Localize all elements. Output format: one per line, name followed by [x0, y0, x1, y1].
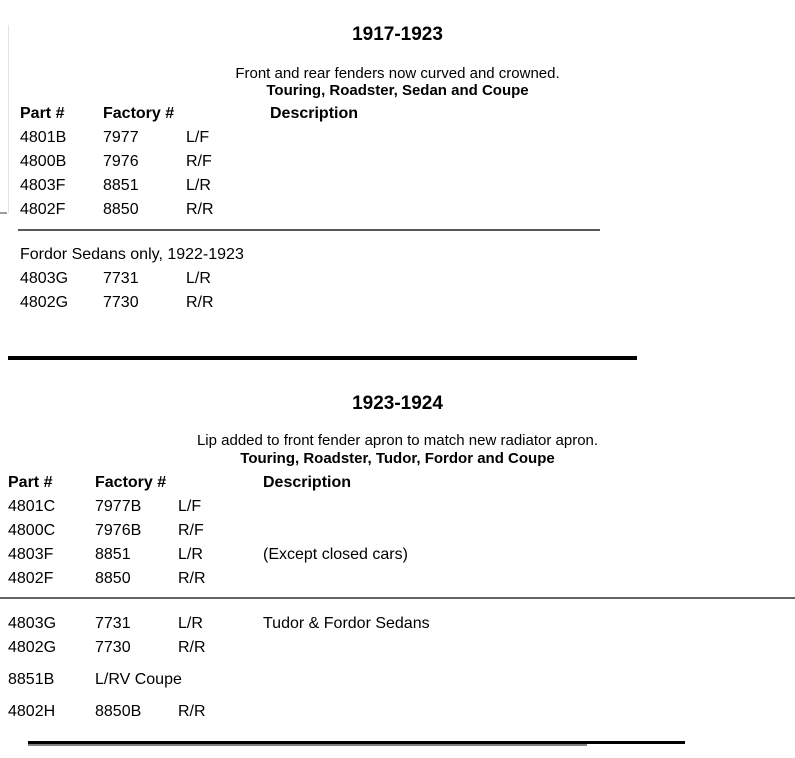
section-divider-rule — [8, 356, 637, 360]
part-number: 4803G — [20, 270, 69, 287]
note-text: Fordor Sedans only, 1922-1923 — [20, 246, 244, 263]
factory-number: 7731 — [103, 270, 139, 287]
part-number: 8851B — [8, 671, 55, 688]
description-cell: Tudor & Fordor Sedans — [263, 615, 430, 632]
description-cell — [263, 636, 600, 660]
description-cell — [263, 495, 600, 519]
description-cell — [270, 126, 600, 150]
part-number: 4802G — [20, 294, 69, 311]
table-header-row — [20, 102, 600, 126]
description-cell — [263, 700, 600, 724]
table-row — [8, 660, 600, 700]
column-header-factory: Factory # — [103, 105, 175, 122]
section1-subtitle: Front and rear fenders now curved and crowned. — [235, 65, 560, 82]
column-header-description: Description — [270, 105, 359, 122]
table-header-row — [8, 471, 600, 495]
description-cell — [263, 519, 600, 543]
page-bottom-rule-gray — [28, 744, 587, 746]
section2-table-rule — [0, 597, 795, 599]
description-cell — [270, 291, 600, 315]
description-cell — [263, 660, 600, 700]
column-header-part: Part # — [8, 474, 53, 491]
side-code: R/F — [186, 153, 212, 170]
factory-number: 7731 — [95, 615, 131, 632]
table-row — [8, 612, 600, 636]
part-number: 4802H — [8, 703, 56, 720]
part-number: 4803F — [20, 177, 66, 194]
side-code — [178, 660, 263, 700]
factory-number: 7976B — [95, 522, 142, 539]
factory-number: 7730 — [95, 639, 131, 656]
description-cell — [263, 567, 600, 591]
factory-number: 7977B — [95, 498, 142, 515]
factory-number: 8851 — [103, 177, 139, 194]
description-cell — [270, 267, 600, 291]
table-row — [8, 700, 600, 724]
factory-number: 8850B — [95, 703, 142, 720]
side-code: R/R — [178, 570, 206, 587]
side-code: R/R — [186, 201, 214, 218]
part-number: 4802F — [20, 201, 66, 218]
section1-title: 1917-1923 — [352, 24, 443, 45]
table-row — [8, 543, 600, 567]
table-row — [20, 291, 600, 315]
side-code: L/R — [186, 177, 211, 194]
side-code: R/R — [178, 703, 206, 720]
part-number: 4801C — [8, 498, 56, 515]
table-row — [8, 636, 600, 660]
side-code: R/R — [186, 294, 214, 311]
note-row — [20, 243, 600, 267]
column-header-description: Description — [263, 474, 352, 491]
side-code: L/F — [186, 129, 210, 146]
section1-parts-table — [20, 102, 600, 222]
part-number: 4800B — [20, 153, 67, 170]
page-edge-line — [8, 25, 9, 213]
factory-number: 8850 — [95, 570, 131, 587]
table-row — [8, 567, 600, 591]
part-number: 4802G — [8, 639, 57, 656]
column-header-side — [178, 471, 263, 495]
section2-subtitle: Lip added to front fender apron to match new radiator apron. — [196, 432, 599, 449]
page-edge-tick — [0, 212, 7, 214]
section1-fordor-table — [20, 243, 600, 315]
section2-title: 1923-1924 — [352, 393, 443, 414]
side-code: R/F — [178, 522, 204, 539]
factory-number: 7977 — [103, 129, 139, 146]
part-number: 4802F — [8, 570, 54, 587]
factory-number: 8850 — [103, 201, 139, 218]
side-code: R/R — [178, 639, 206, 656]
table-row — [8, 495, 600, 519]
section2-parts-table — [8, 471, 600, 591]
column-header-side — [186, 102, 270, 126]
part-number: 4803G — [8, 615, 57, 632]
table-row — [8, 519, 600, 543]
factory-number: L/RV Coupe — [95, 671, 182, 688]
description-cell: (Except closed cars) — [263, 546, 408, 563]
table-row — [20, 267, 600, 291]
section1-table-rule — [18, 229, 600, 231]
table-row — [20, 174, 600, 198]
part-number: 4800C — [8, 522, 56, 539]
description-cell — [270, 198, 600, 222]
table-row — [20, 198, 600, 222]
table-row — [20, 126, 600, 150]
description-cell — [270, 150, 600, 174]
column-header-factory: Factory # — [95, 474, 167, 491]
side-code: L/R — [178, 546, 203, 563]
factory-number: 8851 — [95, 546, 131, 563]
table-row — [20, 150, 600, 174]
side-code: L/R — [178, 615, 203, 632]
description-cell — [270, 174, 600, 198]
section2-models-line: Touring, Roadster, Tudor, Fordor and Coupe — [240, 450, 555, 467]
factory-number: 7730 — [103, 294, 139, 311]
factory-number: 7976 — [103, 153, 139, 170]
column-header-part: Part # — [20, 105, 65, 122]
section1-models-line: Touring, Roadster, Sedan and Coupe — [266, 82, 529, 99]
part-number: 4803F — [8, 546, 54, 563]
side-code: L/F — [178, 498, 202, 515]
side-code: L/R — [186, 270, 211, 287]
part-number: 4801B — [20, 129, 67, 146]
section2-sedans-table — [8, 612, 600, 724]
